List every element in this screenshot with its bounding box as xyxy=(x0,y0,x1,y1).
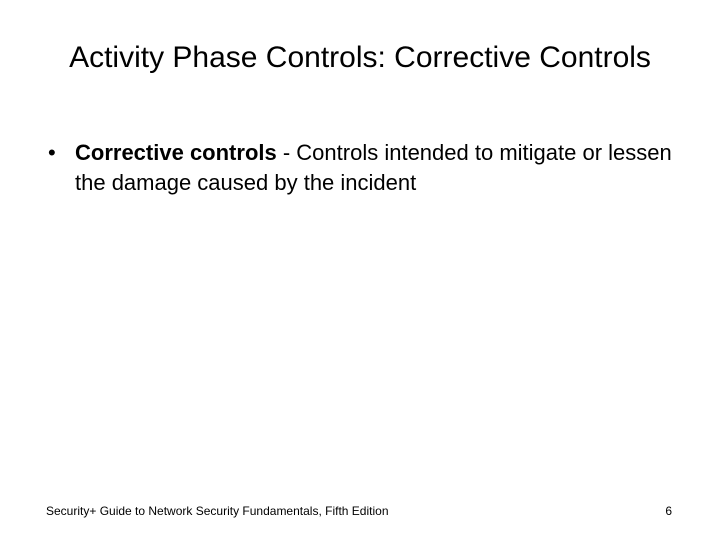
slide-footer: Security+ Guide to Network Security Fundamentals, Fifth Edition xyxy=(46,504,389,518)
bullet-separator: - xyxy=(276,140,297,165)
page-number: 6 xyxy=(665,504,672,518)
bullet-text: Controls intended to mitigate or lessen the damage caused by the incident xyxy=(75,140,672,195)
bullet-item xyxy=(48,138,688,198)
bullet-marker: • xyxy=(48,140,56,165)
slide-title: Activity Phase Controls: Corrective Controls xyxy=(69,41,651,74)
bullet-list xyxy=(48,138,688,198)
bullet-term: Corrective controls xyxy=(75,140,277,165)
